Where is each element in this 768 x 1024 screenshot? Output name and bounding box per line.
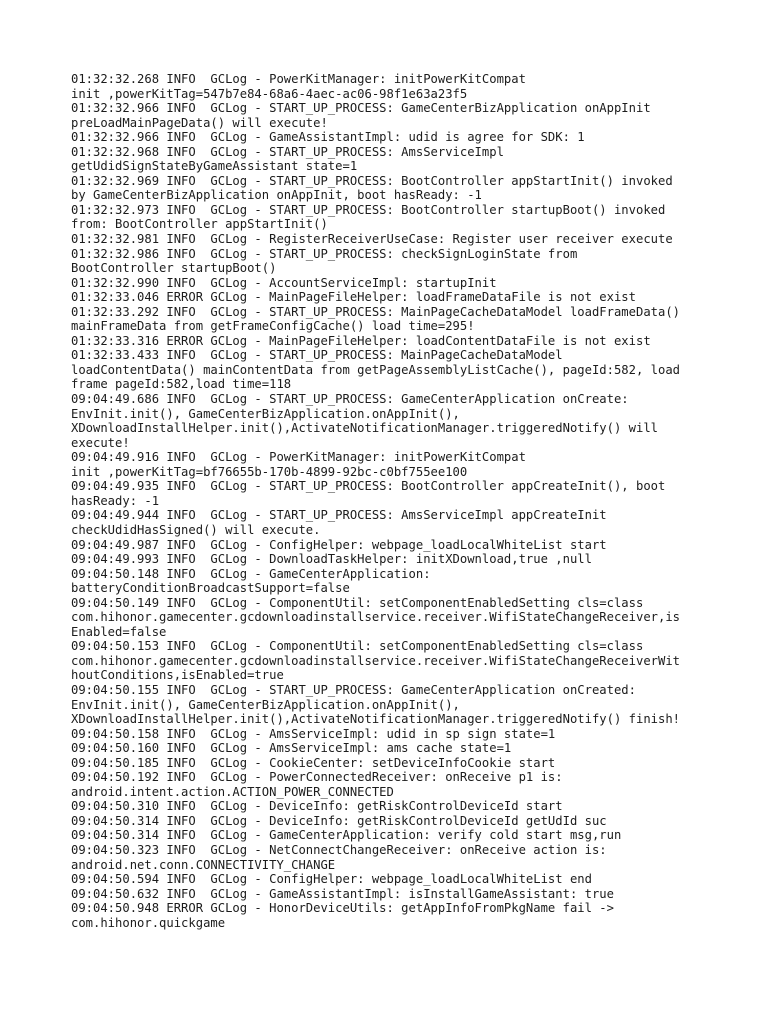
log-line: EnvInit.init(), GameCenterBizApplication.onAppInit(),: [71, 406, 460, 421]
log-line: 01:32:32.268 INFO GCLog - PowerKitManager: initPowerKitCompat: [71, 72, 526, 86]
log-line: 09:04:50.160 INFO GCLog - AmsServiceImpl: ams cache state=1: [71, 741, 512, 756]
log-line: 09:04:50.314 INFO GCLog - DeviceInfo: getRiskControlDeviceId getUdId suc: [71, 813, 607, 828]
log-line: 09:04:50.158 INFO GCLog - AmsServiceImpl: udid in sp sign state=1: [71, 726, 556, 741]
log-line: Enabled=false: [71, 624, 167, 639]
log-line: 01:32:32.966 INFO GCLog - GameAssistantImpl: udid is agree for SDK: 1: [71, 130, 585, 145]
log-line: 09:04:49.944 INFO GCLog - START_UP_PROCESS: AmsServiceImpl appCreateInit: [71, 508, 607, 523]
log-line: 09:04:49.686 INFO GCLog - START_UP_PROCESS: GameCenterApplication onCreate:: [71, 392, 629, 407]
log-line: frame pageId:582,load time=118: [71, 377, 292, 392]
log-line: 09:04:49.993 INFO GCLog - DownloadTaskHelper: initXDownload,true ,null: [71, 552, 592, 567]
log-line: XDownloadInstallHelper.init(),ActivateNotificationManager.triggeredNotify() finish!: [71, 712, 681, 727]
log-line: 01:32:33.316 ERROR GCLog - MainPageFileHelper: loadContentDataFile is not exist: [71, 333, 651, 348]
log-line: checkUdidHasSigned() will execute.: [71, 522, 321, 537]
log-line: init ,powerKitTag=547b7e84-68a6-4aec-ac06-98f1e63a23f5: [71, 86, 468, 101]
log-line: loadContentData() mainContentData from getPageAssemblyListCache(), pageId:582, load: [71, 362, 681, 377]
log-line: 01:32:33.433 INFO GCLog - START_UP_PROCESS: MainPageCacheDataModel: [71, 348, 563, 363]
log-text-block: [71, 72, 711, 930]
log-line: 09:04:49.935 INFO GCLog - START_UP_PROCESS: BootController appCreateInit(), boot: [71, 479, 666, 494]
log-line: 01:32:32.990 INFO GCLog - AccountServiceImpl: startupInit: [71, 275, 497, 290]
log-line: by GameCenterBizApplication onAppInit, boot hasReady: -1: [71, 188, 482, 203]
log-line: 09:04:50.155 INFO GCLog - START_UP_PROCESS: GameCenterApplication onCreated:: [71, 682, 636, 697]
log-line: android.intent.action.ACTION_POWER_CONNECTED: [71, 784, 394, 799]
log-line: 01:32:32.969 INFO GCLog - START_UP_PROCESS: BootController appStartInit() invoked: [71, 173, 673, 188]
log-line: 01:32:32.981 INFO GCLog - RegisterReceiverUseCase: Register user receiver execute: [71, 232, 673, 247]
log-line: BootController startupBoot(): [71, 261, 277, 276]
log-line: 01:32:33.046 ERROR GCLog - MainPageFileHelper: loadFrameDataFile is not exist: [71, 290, 636, 305]
log-line: 09:04:50.148 INFO GCLog - GameCenterApplication:: [71, 566, 431, 581]
log-line: android.net.conn.CONNECTIVITY_CHANGE: [71, 857, 336, 872]
log-line: EnvInit.init(), GameCenterBizApplication.onAppInit(),: [71, 697, 460, 712]
log-line: 09:04:50.948 ERROR GCLog - HonorDeviceUtils: getAppInfoFromPkgName fail ->: [71, 901, 614, 916]
log-line: com.hihonor.quickgame: [71, 915, 226, 930]
log-line: 09:04:50.323 INFO GCLog - NetConnectChangeReceiver: onReceive action is:: [71, 842, 607, 857]
log-line: 09:04:50.185 INFO GCLog - CookieCenter: setDeviceInfoCookie start: [71, 755, 556, 770]
log-line: com.hihonor.gamecenter.gcdownloadinstallservice.receiver.WifiStateChangeReceiver,is: [71, 610, 681, 625]
log-line: 01:32:33.292 INFO GCLog - START_UP_PROCESS: MainPageCacheDataModel loadFrameData(): [71, 304, 681, 319]
log-line: 09:04:50.310 INFO GCLog - DeviceInfo: getRiskControlDeviceId start: [71, 799, 563, 814]
log-line: 01:32:32.968 INFO GCLog - START_UP_PROCESS: AmsServiceImpl: [71, 144, 504, 159]
log-line: 01:32:32.986 INFO GCLog - START_UP_PROCESS: checkSignLoginState from: [71, 246, 578, 261]
log-line: 09:04:50.594 INFO GCLog - ConfigHelper: webpage_loadLocalWhiteList end: [71, 872, 592, 887]
log-line: 09:04:49.916 INFO GCLog - PowerKitManager: initPowerKitCompat: [71, 450, 526, 465]
log-line: from: BootController appStartInit(): [71, 217, 328, 232]
log-line: 01:32:32.973 INFO GCLog - START_UP_PROCESS: BootController startupBoot() invoked: [71, 202, 666, 217]
log-line: 09:04:50.314 INFO GCLog - GameCenterApplication: verify cold start msg,run: [71, 828, 622, 843]
log-line: houtConditions,isEnabled=true: [71, 668, 284, 683]
log-line: com.hihonor.gamecenter.gcdownloadinstallservice.receiver.WifiStateChangeReceiverWit: [71, 653, 681, 668]
log-line: preLoadMainPageData() will execute!: [71, 115, 328, 130]
log-line: 09:04:50.632 INFO GCLog - GameAssistantImpl: isInstallGameAssistant: true: [71, 886, 614, 901]
log-line: 09:04:50.153 INFO GCLog - ComponentUtil: setComponentEnabledSetting cls=class: [71, 639, 644, 654]
log-line: 09:04:49.987 INFO GCLog - ConfigHelper: webpage_loadLocalWhiteList start: [71, 537, 607, 552]
log-line: getUdidSignStateByGameAssistant state=1: [71, 159, 358, 174]
log-line: 01:32:32.966 INFO GCLog - START_UP_PROCESS: GameCenterBizApplication onAppInit: [71, 101, 651, 116]
log-line: 09:04:50.149 INFO GCLog - ComponentUtil: setComponentEnabledSetting cls=class: [71, 595, 644, 610]
log-line: 09:04:50.192 INFO GCLog - PowerConnectedReceiver: onReceive p1 is:: [71, 770, 563, 785]
log-line: init ,powerKitTag=bf76655b-170b-4899-92bc-c0bf755ee100: [71, 464, 468, 479]
log-line: batteryConditionBroadcastSupport=false: [71, 581, 350, 596]
log-line: mainFrameData from getFrameConfigCache() load time=295!: [71, 319, 475, 334]
log-line: execute!: [71, 435, 130, 450]
log-line: XDownloadInstallHelper.init(),ActivateNotificationManager.triggeredNotify() will: [71, 421, 658, 436]
log-line: hasReady: -1: [71, 493, 160, 508]
